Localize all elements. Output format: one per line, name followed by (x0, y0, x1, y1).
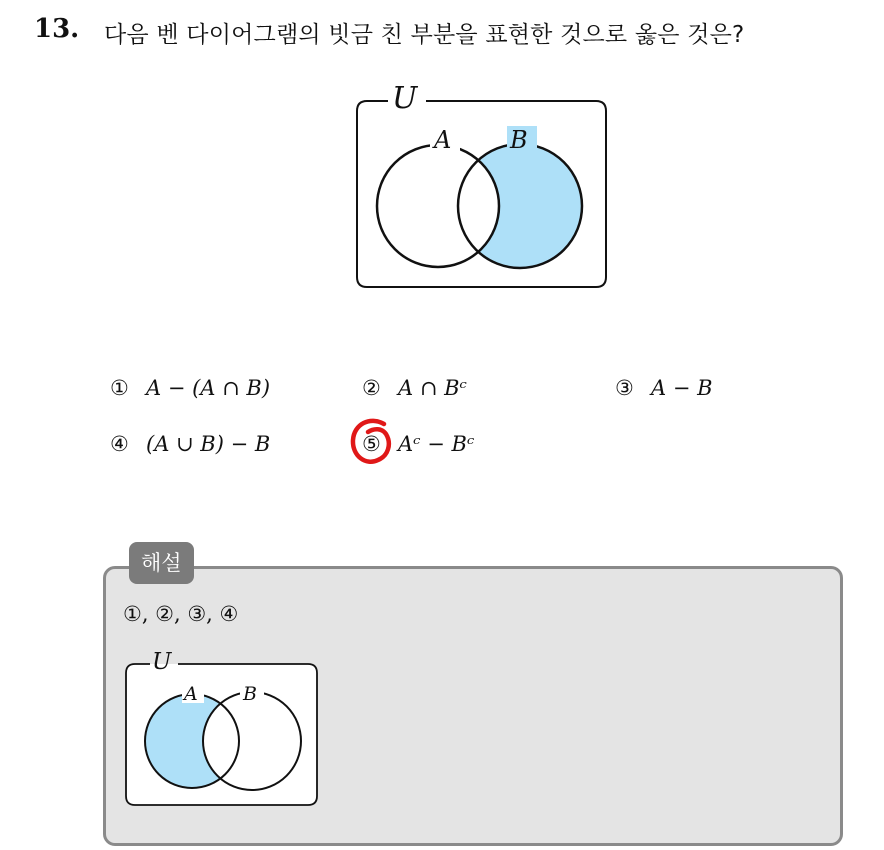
solution-universal-label: U (152, 649, 172, 675)
solution-tag: 해설 (129, 542, 194, 584)
option-3-number: ③ (615, 376, 634, 400)
option-2-number: ② (362, 376, 381, 400)
set-a-label: A (434, 126, 452, 154)
option-4[interactable] (110, 432, 270, 456)
option-1-expression: A − (A ∩ B) (146, 376, 271, 400)
option-1[interactable] (110, 376, 270, 400)
solution-venn-diagram (122, 645, 322, 813)
option-1-number: ① (110, 376, 129, 400)
solution-set-b-label: B (243, 683, 257, 705)
option-5-expression: Aᶜ − Bᶜ (398, 432, 475, 456)
option-3[interactable] (615, 376, 713, 400)
solution-set-a-label: A (184, 683, 198, 705)
option-2-expression: A ∩ Bᶜ (398, 376, 467, 400)
question-number: 13. (34, 14, 80, 44)
option-5-number: ⑤ (362, 432, 381, 456)
option-2[interactable] (362, 376, 467, 400)
answer-mark-circle (348, 416, 396, 468)
option-4-number: ④ (110, 432, 129, 456)
venn-diagram (350, 80, 612, 292)
set-b-label: B (510, 126, 528, 154)
solution-answer: ①, ②, ③, ④ (123, 602, 239, 626)
universal-label: U (392, 81, 418, 116)
option-4-expression: (A ∪ B) − B (146, 432, 271, 456)
question-text: 다음 벤 다이어그램의 빗금 친 부분을 표현한 것으로 옳은 것은? (104, 22, 745, 48)
option-3-expression: A − B (651, 376, 713, 400)
